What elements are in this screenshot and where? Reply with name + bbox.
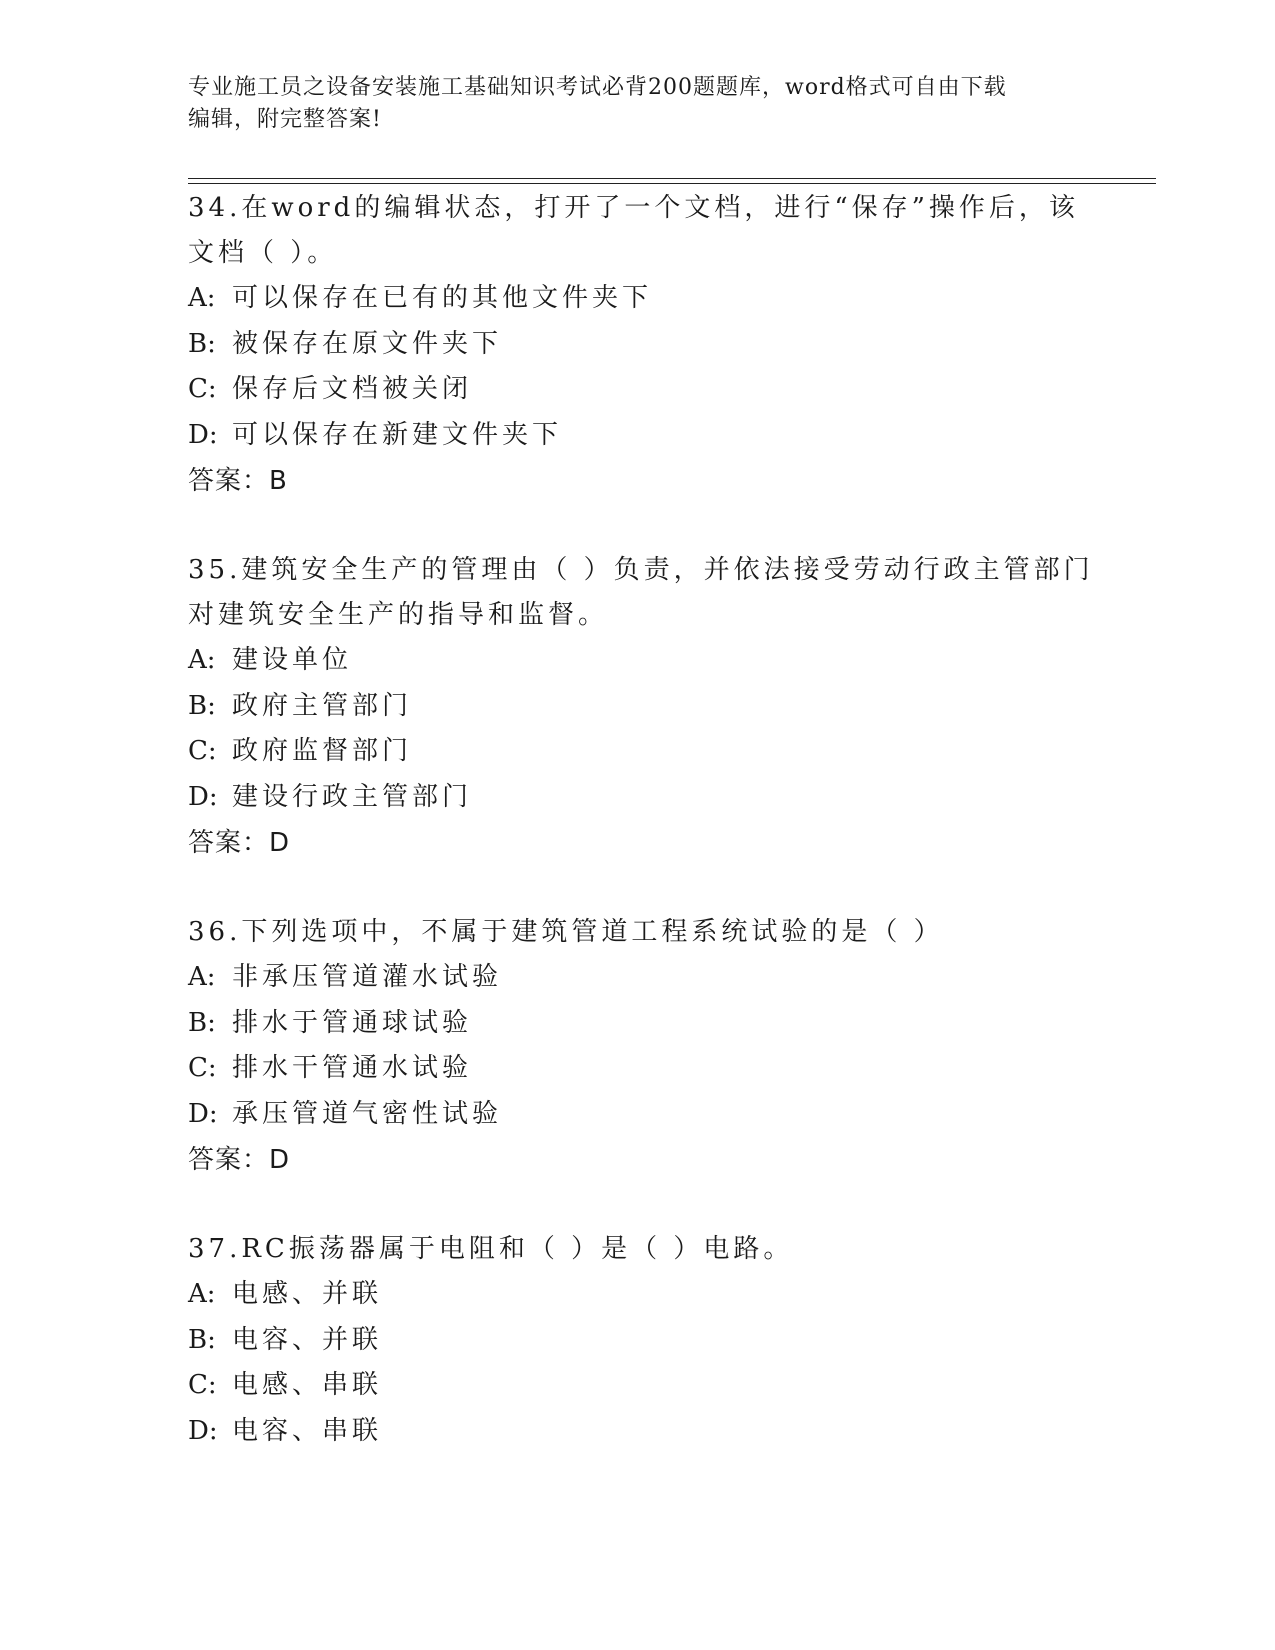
option-text: 建设单位: [232, 645, 353, 675]
answer-text: 答案：B: [188, 466, 288, 496]
option-label: A:: [188, 645, 216, 675]
option-a: [188, 638, 1088, 684]
option-label: B:: [188, 690, 216, 721]
option-d: [188, 413, 1088, 459]
option-d: [188, 1409, 1088, 1455]
option-d: [188, 1092, 1088, 1138]
option-c: [188, 1046, 1088, 1092]
option-label: D:: [188, 1415, 218, 1446]
option-a: [188, 955, 1088, 1001]
option-text: 被保存在原文件夹下: [232, 328, 503, 359]
option-text: 排水干管通水试验: [232, 1053, 473, 1083]
document-header: [188, 72, 1088, 136]
option-a: [188, 1272, 1088, 1318]
header-divider-bottom: [188, 183, 1156, 184]
option-text: 政府监督部门: [232, 736, 413, 766]
question-text-line: 35.建筑安全生产的管理由（ ）负责，并依法接受劳动行政主管部门: [188, 555, 1094, 585]
answer-text: 答案：D: [188, 1145, 291, 1175]
option-label: C:: [188, 736, 217, 766]
option-text: 电容、串联: [232, 1415, 383, 1446]
header-divider-top: [188, 178, 1156, 179]
option-c: [188, 1363, 1088, 1409]
option-label: B:: [188, 1007, 216, 1038]
question-37: [188, 1227, 1088, 1454]
question-34: [188, 186, 1088, 504]
option-text: 可以保存在已有的其他文件夹下: [232, 283, 653, 313]
option-label: B:: [188, 1324, 216, 1355]
option-b: [188, 684, 1088, 730]
option-text: 承压管道气密性试验: [232, 1098, 503, 1129]
option-label: C:: [188, 1053, 217, 1083]
question-text-line: 对建筑安全生产的指导和监督。: [188, 600, 609, 630]
option-label: A:: [188, 962, 216, 992]
answer-text: 答案：D: [188, 828, 291, 858]
option-label: A:: [188, 283, 216, 313]
header-line-1: 专业施工员之设备安装施工基础知识考试必背200题题库，word格式可自由下载: [188, 75, 1007, 100]
option-label: D:: [188, 419, 218, 450]
option-label: D:: [188, 1098, 218, 1129]
option-label: C:: [188, 1370, 217, 1400]
option-b: [188, 322, 1088, 368]
option-text: 非承压管道灌水试验: [232, 962, 503, 992]
question-text-line: 34.在word的编辑状态，打开了一个文档，进行“保存”操作后，该: [188, 193, 1079, 223]
option-c: [188, 729, 1088, 775]
question-text-line: 36.下列选项中，不属于建筑管道工程系统试验的是（ ）: [188, 917, 944, 947]
option-text: 保存后文档被关闭: [232, 374, 473, 404]
header-line-2: 编辑，附完整答案!: [188, 107, 382, 132]
option-text: 电感、串联: [232, 1370, 383, 1400]
question-35: [188, 548, 1094, 866]
question-text-line: 文档（ ）。: [188, 238, 338, 268]
option-text: 排水于管通球试验: [232, 1007, 473, 1038]
question-list: [188, 186, 1094, 1498]
option-text: 电感、并联: [232, 1279, 383, 1309]
option-a: [188, 276, 1088, 322]
option-text: 建设行政主管部门: [232, 781, 473, 812]
question-36: [188, 910, 1088, 1183]
option-label: C:: [188, 374, 217, 404]
option-label: D:: [188, 781, 218, 812]
option-d: [188, 775, 1088, 821]
option-label: B:: [188, 328, 216, 359]
option-b: [188, 1318, 1088, 1364]
option-label: A:: [188, 1279, 216, 1309]
option-text: 可以保存在新建文件夹下: [232, 419, 563, 450]
option-text: 政府主管部门: [232, 690, 413, 721]
question-text-line: 37.RC振荡器属于电阻和（ ）是（ ）电路。: [188, 1234, 794, 1264]
option-b: [188, 1001, 1088, 1047]
option-c: [188, 367, 1088, 413]
option-text: 电容、并联: [232, 1324, 383, 1355]
